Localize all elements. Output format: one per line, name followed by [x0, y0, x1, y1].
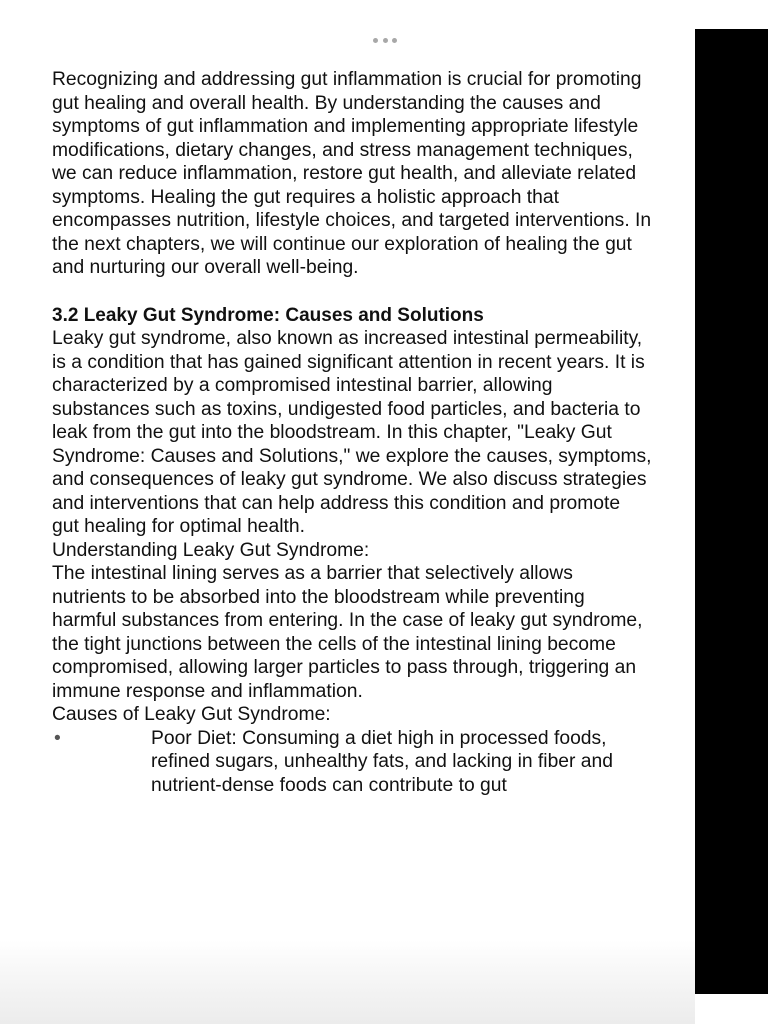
understanding-paragraph: The intestinal lining serves as a barrier that selectively allows nutrients to be absorbed into the bloodstream while preventing harmful substances from entering. In the case of leaky gut syndrome, the tight junctions between the cells of the intestinal lining become compromised, allowing larger particles to pass through, triggering an immune response and inflammation.	[52, 563, 643, 702]
dot	[392, 38, 397, 43]
bullet-icon: •	[54, 727, 61, 749]
understanding-heading: Understanding Leaky Gut Syndrome:	[52, 539, 370, 561]
bottom-fade	[0, 940, 695, 1024]
list-item	[52, 727, 652, 798]
more-options-icon[interactable]	[373, 34, 397, 46]
side-panel	[695, 29, 768, 994]
section-heading: 3.2 Leaky Gut Syndrome: Causes and Solutions	[52, 304, 484, 326]
list-item-text: Poor Diet: Consuming a diet high in processed foods, refined sugars, unhealthy fats, and lacking in fiber and nutrient-dense foods can contribute to gut	[151, 727, 613, 796]
document-page	[52, 68, 652, 797]
section-intro-paragraph: Leaky gut syndrome, also known as increased intestinal permeability, is a condition that has gained significant attention in recent years. It is characterized by a compromised intestinal barrier, allowing substances such as toxins, undigested food particles, and bacteria to leak from the gut into the bloodstream. In this chapter, "Leaky Gut Syndrome: Causes and Solutions," we explore the causes, symptoms, and consequences of leaky gut syndrome. We also discuss strategies and interventions that can help address this condition and promote gut healing for optimal health.	[52, 328, 652, 537]
dot	[373, 38, 378, 43]
intro-paragraph: Recognizing and addressing gut inflammation is crucial for promoting gut healing and overall health. By understanding the causes and symptoms of gut inflammation and implementing appropriate lifestyle modifications, dietary changes, and stress management techniques, we can reduce inflammation, restore gut health, and alleviate related symptoms. Healing the gut requires a holistic approach that encompasses nutrition, lifestyle choices, and targeted interventions. In the next chapters, we will continue our exploration of healing the gut and nurturing our overall well-being.	[52, 69, 652, 278]
causes-heading: Causes of Leaky Gut Syndrome:	[52, 704, 331, 725]
dot	[383, 38, 388, 43]
